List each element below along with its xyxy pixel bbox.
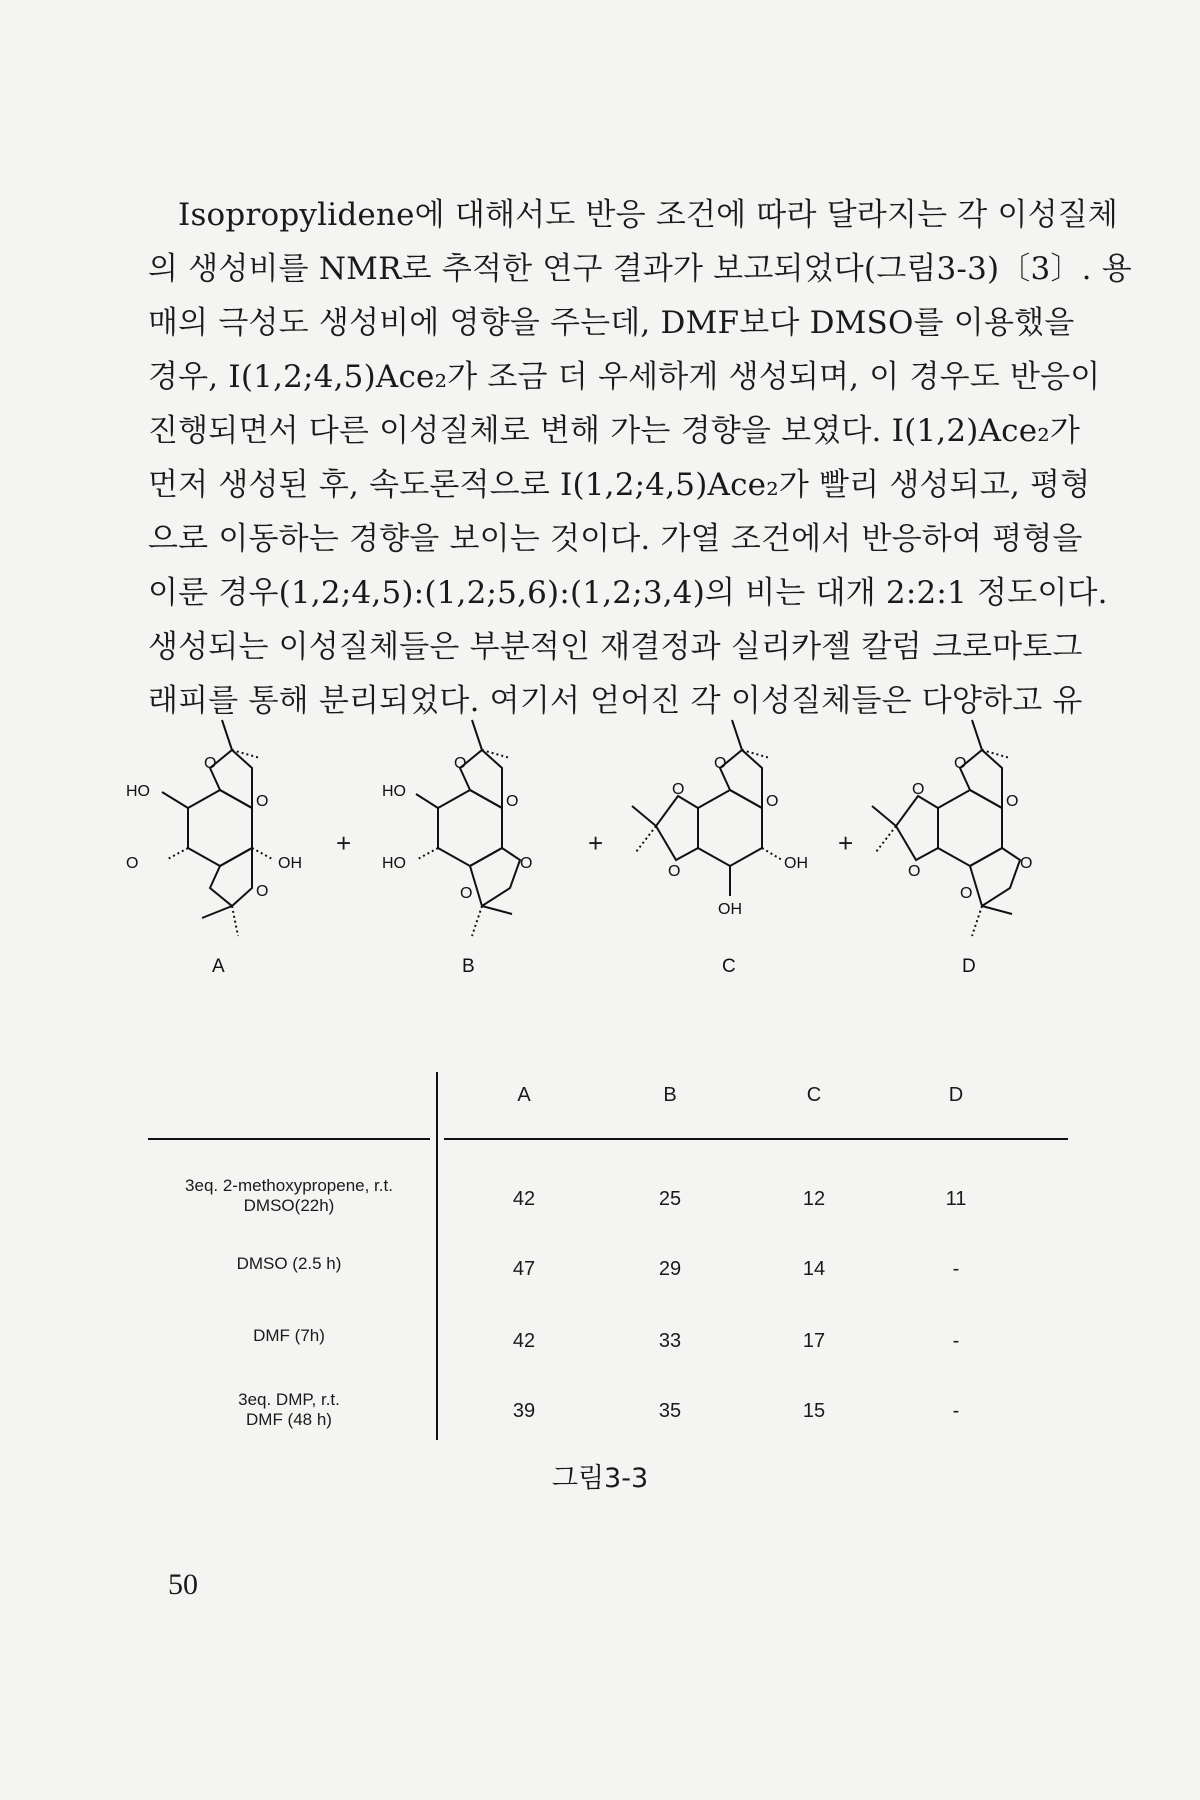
table-row-label bbox=[148, 1390, 430, 1430]
table-cell: 33 bbox=[658, 1330, 682, 1352]
table-cell: - bbox=[952, 1330, 960, 1352]
row-label-line: DMF (48 h) bbox=[246, 1410, 332, 1429]
atom-oh: OH bbox=[718, 901, 742, 918]
structure-a-drawing bbox=[110, 710, 350, 1010]
structure-c-drawing bbox=[610, 710, 850, 1010]
atom-o: O bbox=[714, 755, 727, 772]
structure-label-c: C bbox=[722, 956, 736, 977]
table-cell: 29 bbox=[658, 1258, 682, 1280]
structure-b-drawing bbox=[360, 710, 600, 1010]
structure-label-a: A bbox=[212, 956, 225, 977]
atom-oh: OH bbox=[278, 855, 302, 872]
table-cell: 15 bbox=[802, 1400, 826, 1422]
atom-o: O bbox=[256, 793, 269, 810]
row-label-line: DMF (7h) bbox=[253, 1326, 325, 1345]
table-row-label bbox=[148, 1254, 430, 1274]
structure-d-drawing bbox=[860, 710, 1100, 1010]
chemical-structures-figure bbox=[110, 710, 1100, 1010]
body-paragraph bbox=[148, 188, 1132, 728]
text-line: 으로 이동하는 경향을 보이는 것이다. 가열 조건에서 반응하여 평형을 bbox=[148, 521, 1083, 557]
atom-oh: OH bbox=[784, 855, 808, 872]
table-cell: 42 bbox=[512, 1330, 536, 1352]
column-header-a: A bbox=[517, 1084, 531, 1106]
text-line: Isopropylidene에 대해서도 반응 조건에 따라 달라지는 각 이성질체 bbox=[178, 197, 1119, 233]
table-header-rule bbox=[444, 1138, 1068, 1140]
atom-o: O bbox=[954, 755, 967, 772]
plus-sign: + bbox=[336, 828, 352, 858]
structure-c bbox=[610, 710, 850, 1010]
text-line: 이룬 경우(1,2;4,5):(1,2;5,6):(1,2;3,4)의 비는 대개 2:2:1 정도이다. bbox=[148, 575, 1108, 611]
table-vertical-rule bbox=[436, 1072, 438, 1440]
atom-o: O bbox=[454, 755, 467, 772]
text-line: 래피를 통해 분리되었다. 여기서 얻어진 각 이성질체들은 다양하고 유 bbox=[148, 683, 1083, 719]
atom-ho: HO bbox=[382, 855, 406, 872]
atom-o: O bbox=[668, 863, 681, 880]
column-header-d: D bbox=[948, 1084, 964, 1106]
column-header-c: C bbox=[806, 1084, 822, 1106]
table-row-label bbox=[148, 1176, 430, 1216]
row-label-line: DMSO (2.5 h) bbox=[236, 1254, 342, 1273]
atom-o: O bbox=[520, 855, 533, 872]
table-row-label bbox=[148, 1326, 430, 1346]
atom-ho: HO bbox=[126, 783, 150, 800]
atom-o: O bbox=[908, 863, 921, 880]
plus-sign: + bbox=[588, 828, 604, 858]
atom-o: O bbox=[960, 885, 973, 902]
table-cell: 47 bbox=[512, 1258, 536, 1280]
table-cell: 25 bbox=[658, 1188, 682, 1210]
text-line: 생성되는 이성질체들은 부분적인 재결정과 실리카젤 칼럼 크로마토그 bbox=[148, 629, 1083, 665]
atom-o: O bbox=[506, 793, 519, 810]
atom-ho: HO bbox=[382, 783, 406, 800]
row-label-line: DMSO(22h) bbox=[243, 1196, 335, 1215]
table-cell: 14 bbox=[802, 1258, 826, 1280]
plus-sign: + bbox=[838, 828, 854, 858]
atom-o: O bbox=[204, 755, 217, 772]
structure-b bbox=[360, 710, 600, 1010]
atom-o: O bbox=[256, 883, 269, 900]
figure-caption: 그림3-3 bbox=[551, 1463, 649, 1494]
yield-table bbox=[148, 1072, 1068, 1452]
table-cell: 17 bbox=[802, 1330, 826, 1352]
table-cell: 42 bbox=[512, 1188, 536, 1210]
atom-o: O bbox=[1020, 855, 1033, 872]
structure-a bbox=[110, 710, 350, 1010]
table-header-rule bbox=[148, 1138, 430, 1140]
text-line: 진행되면서 다른 이성질체로 변해 가는 경향을 보였다. I(1,2)Ace₂가 bbox=[148, 413, 1081, 449]
atom-o: O bbox=[912, 781, 925, 798]
atom-o: O bbox=[460, 885, 473, 902]
text-line: 경우, I(1,2;4,5)Ace₂가 조금 더 우세하게 생성되며, 이 경우도 반응이 bbox=[148, 359, 1101, 395]
text-line: 먼저 생성된 후, 속도론적으로 I(1,2;4,5)Ace₂가 빨리 생성되고, 평형 bbox=[148, 467, 1091, 503]
table-cell: 39 bbox=[512, 1400, 536, 1422]
text-line: 매의 극성도 생성비에 영향을 주는데, DMF보다 DMSO를 이용했을 bbox=[148, 305, 1075, 341]
atom-o: O bbox=[1006, 793, 1019, 810]
text-line: 의 생성비를 NMR로 추적한 연구 결과가 보고되었다(그림3-3)〔3〕. 용 bbox=[148, 251, 1132, 287]
atom-o: O bbox=[672, 781, 685, 798]
structure-d bbox=[860, 710, 1100, 1010]
page-number: 50 bbox=[168, 1568, 198, 1601]
table-cell: 12 bbox=[802, 1188, 826, 1210]
structure-label-d: D bbox=[962, 956, 976, 977]
atom-o: O bbox=[766, 793, 779, 810]
column-header-b: B bbox=[663, 1084, 677, 1106]
row-label-line: 3eq. 2-methoxypropene, r.t. bbox=[185, 1176, 393, 1195]
atom-o: O bbox=[126, 855, 139, 872]
structure-label-b: B bbox=[462, 956, 475, 977]
row-label-line: 3eq. DMP, r.t. bbox=[238, 1390, 340, 1409]
table-cell: 11 bbox=[945, 1188, 967, 1210]
table-cell: 35 bbox=[658, 1400, 682, 1422]
table-cell: - bbox=[952, 1400, 960, 1422]
table-cell: - bbox=[952, 1258, 960, 1280]
